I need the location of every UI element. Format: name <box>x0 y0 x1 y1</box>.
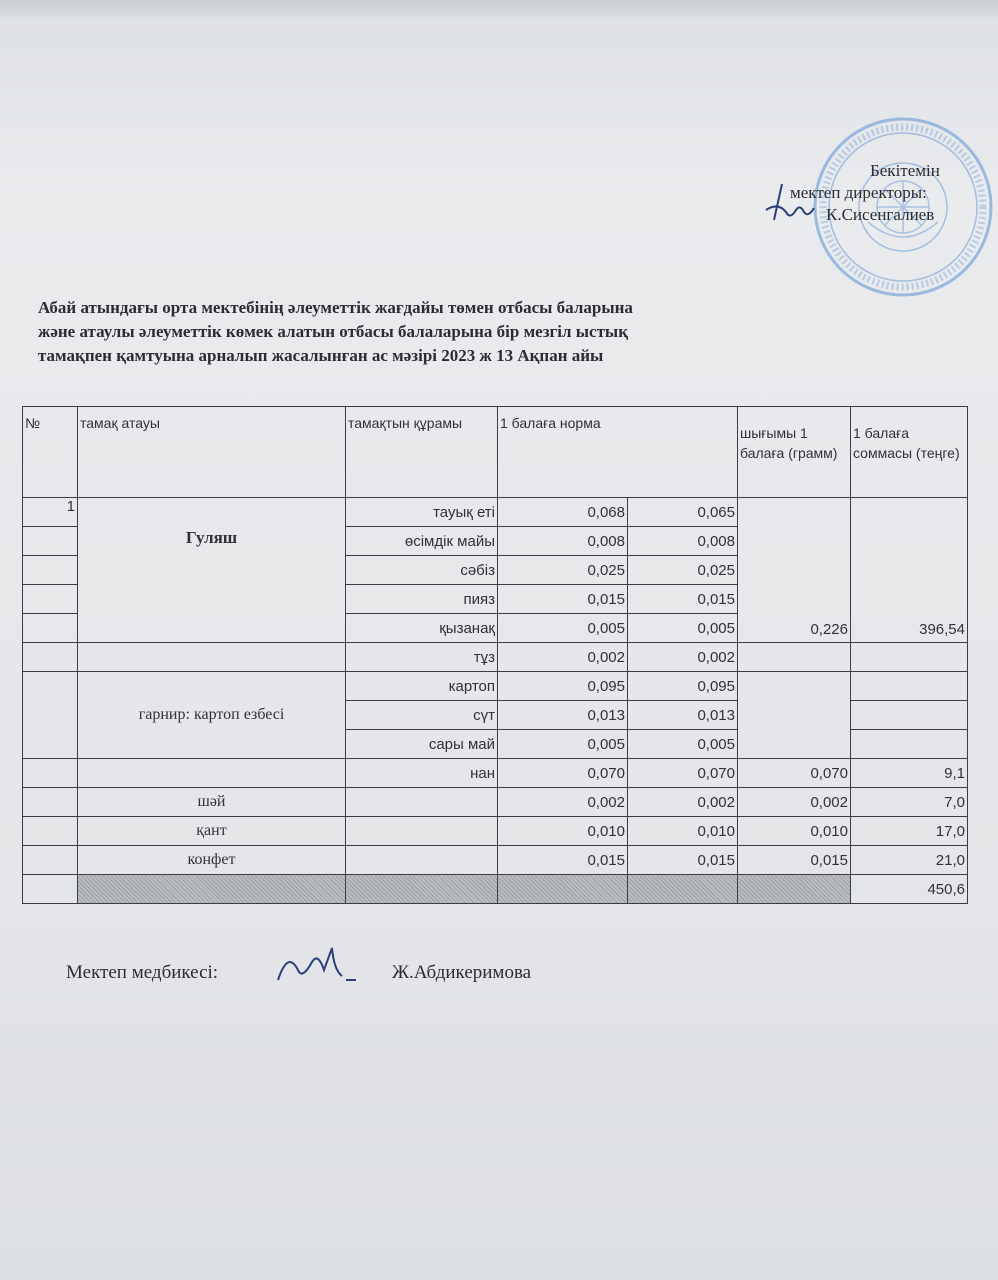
total-cost: 450,6 <box>851 875 968 904</box>
ingredient: қызанақ <box>346 614 498 643</box>
ingredient: сүт <box>346 701 498 730</box>
dish-name: шәй <box>78 788 346 817</box>
norm-value: 0,002 <box>498 643 628 672</box>
title-line-2: және атаулы әлеуметтік көмек алатын отбасы балаларына бір мезгіл ыстық <box>38 322 629 341</box>
header-dish: тамақ атауы <box>78 407 346 498</box>
norm-value: 0,002 <box>628 788 738 817</box>
ingredient: нан <box>346 759 498 788</box>
yield-value: 0,015 <box>738 846 851 875</box>
menu-table <box>22 406 968 904</box>
norm-value: 0,015 <box>628 585 738 614</box>
dish-name: Гуляш <box>78 498 346 643</box>
row-num: 1 <box>23 498 78 527</box>
title-line-1: Абай атындағы орта мектебінің әлеуметтік жағдайы төмен отбасы баларына <box>38 298 633 317</box>
norm-value: 0,095 <box>628 672 738 701</box>
norm-value: 0,010 <box>498 817 628 846</box>
header-composition: тамақтын құрамы <box>346 407 498 498</box>
document-title <box>38 296 838 368</box>
table-row <box>23 846 968 875</box>
norm-value: 0,013 <box>628 701 738 730</box>
header-yield: шығымы 1 балаға (грамм) <box>738 407 851 498</box>
yield-value: 0,226 <box>738 498 851 643</box>
cost-value: 9,1 <box>851 759 968 788</box>
title-line-3: тамақпен қамтуына арналып жасалынған ас мәзірі 2023 ж 13 Ақпан айы <box>38 346 604 365</box>
norm-value: 0,015 <box>498 846 628 875</box>
table-row <box>23 788 968 817</box>
norm-value: 0,005 <box>498 614 628 643</box>
norm-value: 0,005 <box>498 730 628 759</box>
norm-value: 0,008 <box>628 527 738 556</box>
norm-value: 0,025 <box>498 556 628 585</box>
nurse-signature <box>272 940 362 990</box>
total-row <box>23 875 968 904</box>
norm-value: 0,015 <box>498 585 628 614</box>
dish-name: гарнир: картоп езбесі <box>78 672 346 759</box>
ingredient: картоп <box>346 672 498 701</box>
dish-name: конфет <box>78 846 346 875</box>
norm-value: 0,015 <box>628 846 738 875</box>
cost-value: 21,0 <box>851 846 968 875</box>
ingredient: сәбіз <box>346 556 498 585</box>
table-row <box>23 643 968 672</box>
norm-value: 0,005 <box>628 730 738 759</box>
approval-position: мектеп директоры: <box>790 183 927 202</box>
ingredient: өсімдік майы <box>346 527 498 556</box>
dish-name: қант <box>78 817 346 846</box>
approval-heading: Бекітемін <box>870 161 940 180</box>
norm-value: 0,005 <box>628 614 738 643</box>
approval-block <box>760 160 960 226</box>
norm-value: 0,002 <box>628 643 738 672</box>
norm-value: 0,008 <box>498 527 628 556</box>
cost-value: 396,54 <box>851 498 968 643</box>
norm-value: 0,025 <box>628 556 738 585</box>
yield-value: 0,002 <box>738 788 851 817</box>
norm-value: 0,013 <box>498 701 628 730</box>
yield-value: 0,070 <box>738 759 851 788</box>
table-row <box>23 672 968 701</box>
ingredient: тұз <box>346 643 498 672</box>
norm-value: 0,095 <box>498 672 628 701</box>
nurse-label: Мектеп медбикесі: <box>66 962 219 983</box>
table-header-row <box>23 407 968 498</box>
header-num: № <box>23 407 78 498</box>
norm-value: 0,068 <box>498 498 628 527</box>
norm-value: 0,065 <box>628 498 738 527</box>
norm-value: 0,010 <box>628 817 738 846</box>
table-row <box>23 759 968 788</box>
norm-value: 0,002 <box>498 788 628 817</box>
nurse-name: Ж.Абдикеримова <box>392 962 532 983</box>
ingredient: сары май <box>346 730 498 759</box>
header-cost: 1 балаға соммасы (теңге) <box>851 407 968 498</box>
header-norm: 1 балаға норма <box>498 407 738 498</box>
approval-director-name: К.Сисенгалиев <box>826 205 935 224</box>
ingredient: тауық еті <box>346 498 498 527</box>
norm-value: 0,070 <box>628 759 738 788</box>
yield-value: 0,010 <box>738 817 851 846</box>
table-row <box>23 498 968 527</box>
table-row <box>23 817 968 846</box>
norm-value: 0,070 <box>498 759 628 788</box>
ingredient: пияз <box>346 585 498 614</box>
cost-value: 7,0 <box>851 788 968 817</box>
cost-value: 17,0 <box>851 817 968 846</box>
